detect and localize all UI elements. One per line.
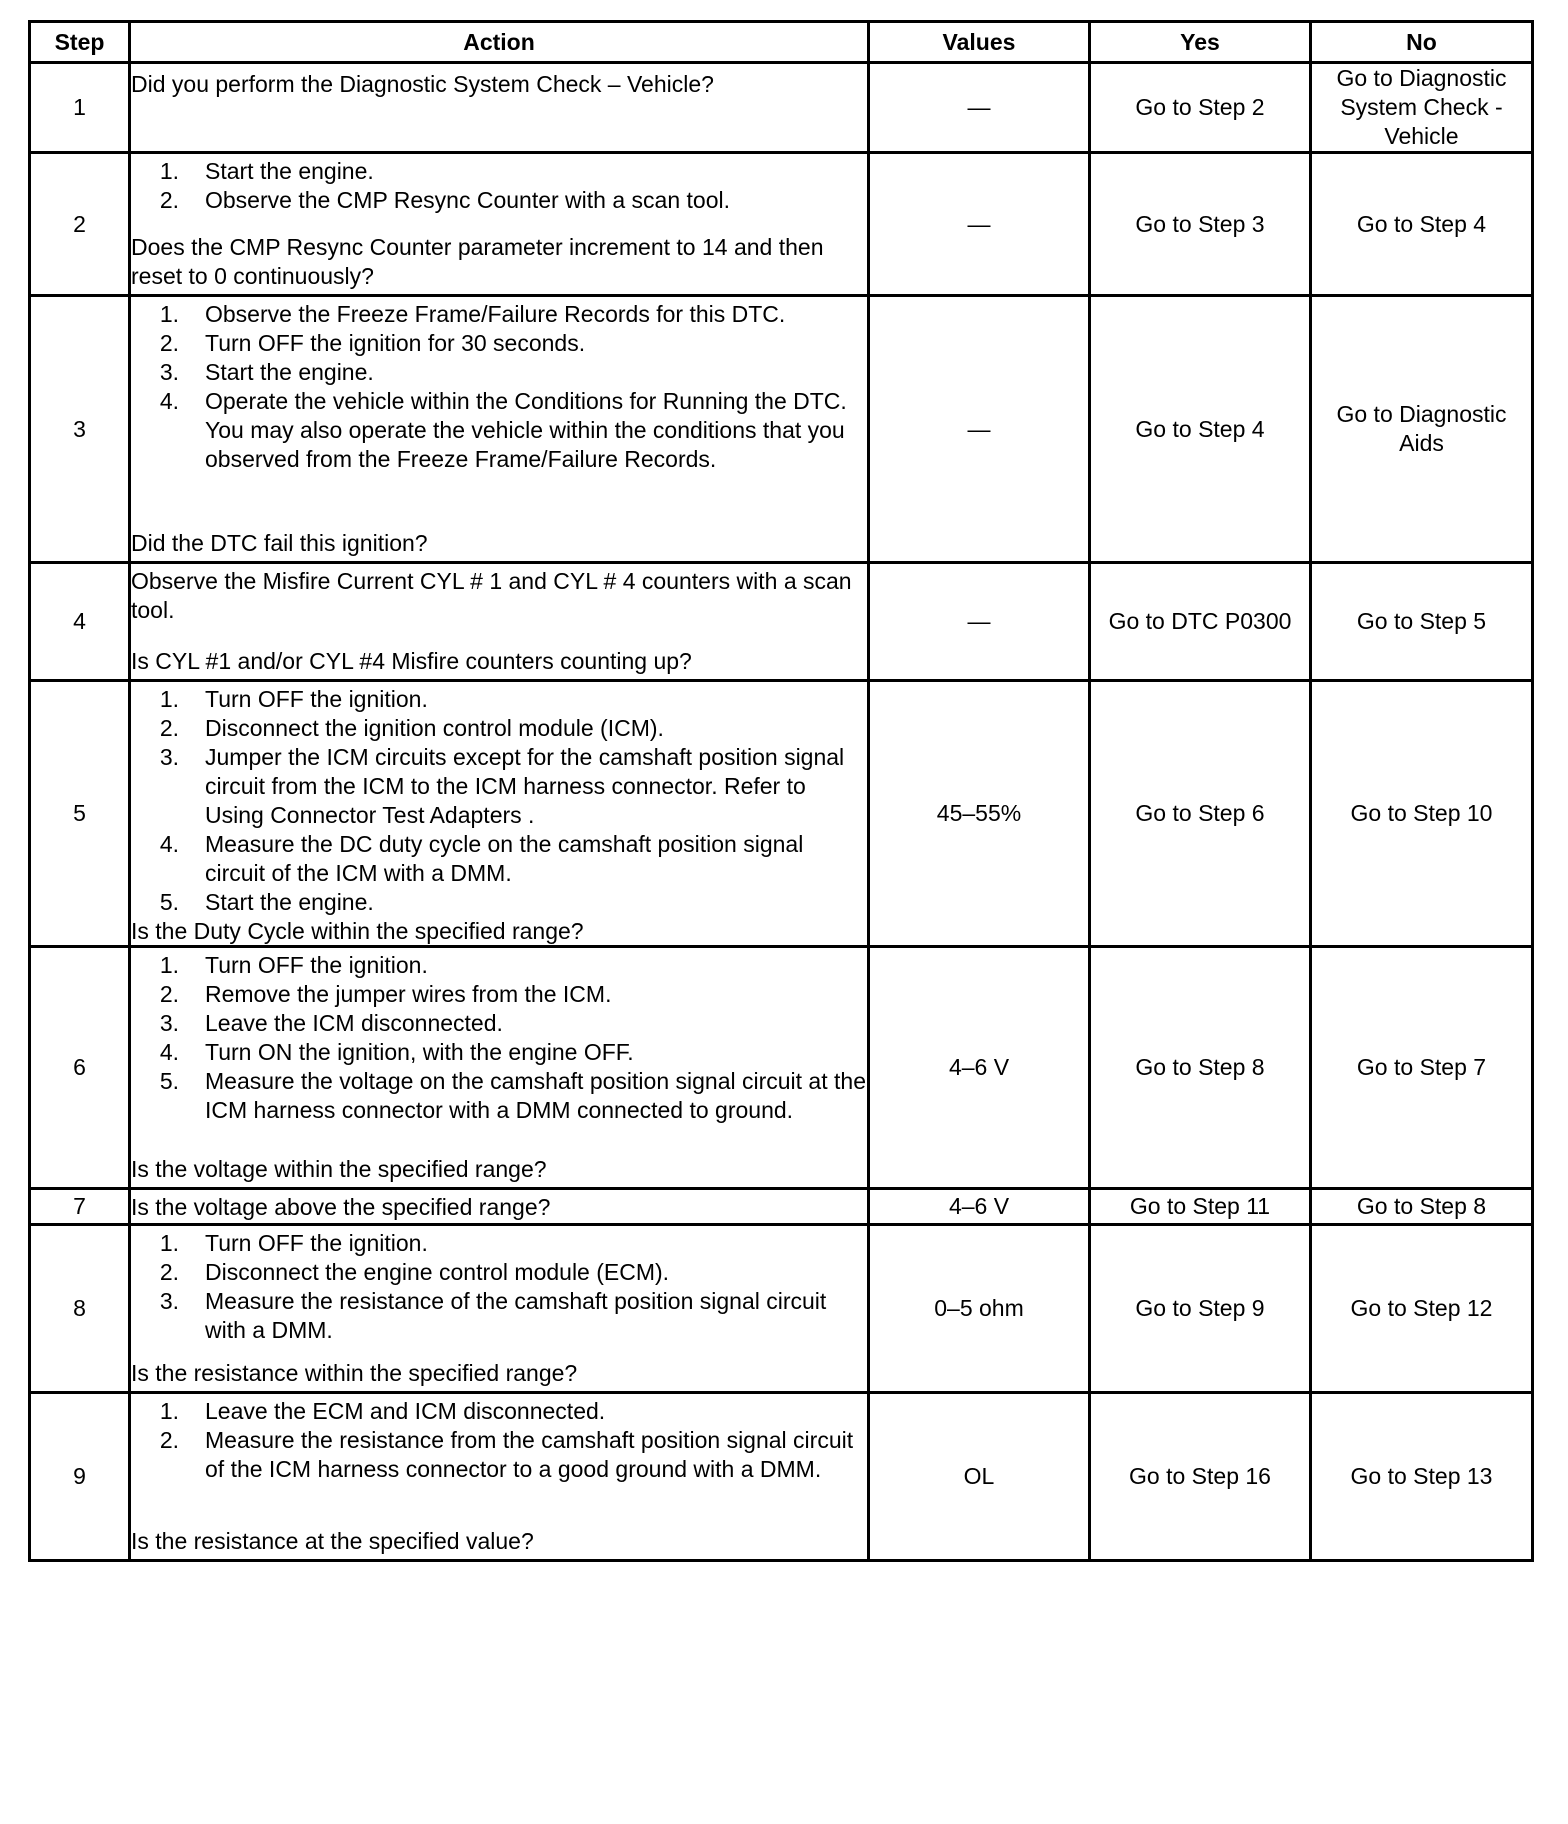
action-question: Did the DTC fail this ignition? bbox=[131, 530, 428, 556]
action-step bbox=[131, 980, 867, 1009]
step-item-number: 1. bbox=[159, 301, 179, 327]
step-item-text: Measure the resistance from the camshaft position signal circuit of the ICM harness connector to a good ground with a DMM. bbox=[205, 1427, 854, 1482]
step-item-text: Turn ON the ignition, with the engine OFF. bbox=[205, 1039, 634, 1065]
step-item-number: 4. bbox=[159, 831, 179, 857]
action-step bbox=[131, 387, 867, 474]
yes-cell: Go to Step 8 bbox=[1090, 947, 1311, 1189]
step-item-text: Start the engine. bbox=[205, 359, 374, 385]
action-step bbox=[131, 1426, 867, 1484]
action-step bbox=[131, 358, 867, 387]
step-item-number: 1. bbox=[159, 1230, 179, 1256]
action-steps bbox=[131, 300, 867, 474]
step-item-text: Measure the resistance of the camshaft position signal circuit with a DMM. bbox=[205, 1288, 827, 1343]
yes-cell: Go to Step 2 bbox=[1090, 63, 1311, 153]
step-item-text: Operate the vehicle within the Conditions for Running the DTC. You may also operate the vehicle within the conditions that you observed from the Freeze Frame/Failure Records. bbox=[205, 388, 847, 472]
values-cell: 4–6 V bbox=[869, 1189, 1090, 1225]
action-step bbox=[131, 1009, 867, 1038]
table-row bbox=[30, 296, 1533, 563]
diagnostic-table bbox=[28, 20, 1534, 1562]
no-cell: Go to Step 8 bbox=[1311, 1189, 1533, 1225]
step-number: 8 bbox=[30, 1225, 130, 1393]
step-item-number: 3. bbox=[159, 359, 179, 385]
step-number: 3 bbox=[30, 296, 130, 563]
step-item-text: Start the engine. bbox=[205, 889, 374, 915]
header-action: Action bbox=[130, 22, 869, 63]
step-item-number: 1. bbox=[159, 1398, 179, 1424]
yes-cell: Go to Step 3 bbox=[1090, 153, 1311, 296]
table-row bbox=[30, 1189, 1533, 1225]
action-step bbox=[131, 743, 867, 830]
step-item-number: 2. bbox=[159, 981, 179, 1007]
table-row bbox=[30, 681, 1533, 947]
step-item-text: Leave the ECM and ICM disconnected. bbox=[205, 1398, 606, 1424]
values-cell: — bbox=[869, 296, 1090, 563]
no-cell: Go to Diagnostic Aids bbox=[1311, 296, 1533, 563]
no-cell: Go to Step 12 bbox=[1311, 1225, 1533, 1393]
action-step bbox=[131, 888, 867, 917]
step-item-number: 4. bbox=[159, 1039, 179, 1065]
table-row bbox=[30, 1225, 1533, 1393]
table-row bbox=[30, 153, 1533, 296]
no-cell: Go to Step 5 bbox=[1311, 563, 1533, 681]
action-step bbox=[131, 186, 867, 215]
step-number: 5 bbox=[30, 681, 130, 947]
table-row bbox=[30, 947, 1533, 1189]
step-item-number: 1. bbox=[159, 952, 179, 978]
action-question: Is the voltage within the specified range? bbox=[131, 1156, 547, 1182]
step-item-text: Disconnect the ignition control module (ICM). bbox=[205, 715, 664, 741]
action-step bbox=[131, 951, 867, 980]
header-row bbox=[30, 22, 1533, 63]
header-values: Values bbox=[869, 22, 1090, 63]
action-step bbox=[131, 1067, 867, 1125]
action-cell bbox=[130, 681, 869, 947]
table-row bbox=[30, 63, 1533, 153]
no-cell: Go to Step 10 bbox=[1311, 681, 1533, 947]
step-item-text: Leave the ICM disconnected. bbox=[205, 1010, 503, 1036]
header-yes: Yes bbox=[1090, 22, 1311, 63]
step-item-number: 2. bbox=[159, 187, 179, 213]
step-item-number: 5. bbox=[159, 889, 179, 915]
action-cell bbox=[130, 153, 869, 296]
step-item-text: Disconnect the engine control module (ECM). bbox=[205, 1259, 670, 1285]
action-step bbox=[131, 300, 867, 329]
step-item-number: 4. bbox=[159, 388, 179, 414]
no-cell: Go to Diagnostic System Check - Vehicle bbox=[1311, 63, 1533, 153]
step-number: 1 bbox=[30, 63, 130, 153]
action-step bbox=[131, 157, 867, 186]
action-cell bbox=[130, 947, 869, 1189]
step-item-text: Jumper the ICM circuits except for the camshaft position signal circuit from the ICM to the ICM harness connector. Refer to Using Connector Test Adapters . bbox=[205, 744, 845, 828]
header-step: Step bbox=[30, 22, 130, 63]
step-number: 4 bbox=[30, 563, 130, 681]
step-item-text: Remove the jumper wires from the ICM. bbox=[205, 981, 612, 1007]
action-step bbox=[131, 830, 867, 888]
values-cell: 0–5 ohm bbox=[869, 1225, 1090, 1393]
step-item-number: 1. bbox=[159, 158, 179, 184]
step-number: 6 bbox=[30, 947, 130, 1189]
action-cell bbox=[130, 1225, 869, 1393]
action-steps bbox=[131, 1397, 867, 1484]
yes-cell: Go to Step 16 bbox=[1090, 1393, 1311, 1561]
action-step bbox=[131, 1038, 867, 1067]
action-cell bbox=[130, 563, 869, 681]
table-row bbox=[30, 563, 1533, 681]
action-question: Is the Duty Cycle within the specified range? bbox=[131, 918, 584, 944]
action-steps bbox=[131, 951, 867, 1125]
no-cell: Go to Step 4 bbox=[1311, 153, 1533, 296]
yes-cell: Go to Step 11 bbox=[1090, 1189, 1311, 1225]
action-cell bbox=[130, 1189, 869, 1225]
table-row bbox=[30, 1393, 1533, 1561]
step-number: 2 bbox=[30, 153, 130, 296]
action-steps bbox=[131, 1229, 867, 1345]
step-number: 7 bbox=[30, 1189, 130, 1225]
action-question: Does the CMP Resync Counter parameter increment to 14 and then reset to 0 continuously? bbox=[131, 234, 824, 289]
step-item-text: Turn OFF the ignition for 30 seconds. bbox=[205, 330, 586, 356]
step-item-text: Turn OFF the ignition. bbox=[205, 686, 428, 712]
step-item-number: 2. bbox=[159, 1259, 179, 1285]
values-cell: 4–6 V bbox=[869, 947, 1090, 1189]
action-steps bbox=[131, 157, 867, 215]
header-no: No bbox=[1311, 22, 1533, 63]
step-item-text: Turn OFF the ignition. bbox=[205, 952, 428, 978]
step-item-number: 2. bbox=[159, 330, 179, 356]
values-cell: 45–55% bbox=[869, 681, 1090, 947]
step-item-number: 5. bbox=[159, 1068, 179, 1094]
step-item-number: 3. bbox=[159, 1288, 179, 1314]
values-cell: — bbox=[869, 153, 1090, 296]
step-item-text: Start the engine. bbox=[205, 158, 374, 184]
values-cell: — bbox=[869, 563, 1090, 681]
yes-cell: Go to Step 6 bbox=[1090, 681, 1311, 947]
action-step bbox=[131, 329, 867, 358]
no-cell: Go to Step 7 bbox=[1311, 947, 1533, 1189]
action-cell bbox=[130, 1393, 869, 1561]
action-step bbox=[131, 1397, 867, 1426]
yes-cell: Go to Step 4 bbox=[1090, 296, 1311, 563]
step-item-text: Observe the CMP Resync Counter with a scan tool. bbox=[205, 187, 730, 213]
values-cell: OL bbox=[869, 1393, 1090, 1561]
step-item-text: Turn OFF the ignition. bbox=[205, 1230, 428, 1256]
step-item-number: 3. bbox=[159, 1010, 179, 1036]
step-item-number: 1. bbox=[159, 686, 179, 712]
action-steps bbox=[131, 685, 867, 917]
step-item-number: 2. bbox=[159, 1427, 179, 1453]
step-item-number: 3. bbox=[159, 744, 179, 770]
step-number: 9 bbox=[30, 1393, 130, 1561]
step-item-text: Observe the Freeze Frame/Failure Records for this DTC. bbox=[205, 301, 786, 327]
step-item-text: Measure the voltage on the camshaft position signal circuit at the ICM harness connector with a DMM connected to ground. bbox=[205, 1068, 866, 1123]
action-cell bbox=[130, 63, 869, 153]
no-cell: Go to Step 13 bbox=[1311, 1393, 1533, 1561]
action-step bbox=[131, 1258, 867, 1287]
action-step bbox=[131, 1287, 867, 1345]
action-question: Is the resistance within the specified range? bbox=[131, 1360, 578, 1386]
table-body bbox=[30, 63, 1533, 1561]
yes-cell: Go to DTC P0300 bbox=[1090, 563, 1311, 681]
action-question: Is the resistance at the specified value? bbox=[131, 1528, 534, 1554]
action-step bbox=[131, 714, 867, 743]
action-cell bbox=[130, 296, 869, 563]
action-question: Is the voltage above the specified range? bbox=[131, 1194, 551, 1220]
action-intro: Observe the Misfire Current CYL # 1 and CYL # 4 counters with a scan tool. bbox=[131, 568, 852, 623]
step-item-text: Measure the DC duty cycle on the camshaft position signal circuit of the ICM with a DMM. bbox=[205, 831, 804, 886]
action-question: Did you perform the Diagnostic System Check – Vehicle? bbox=[131, 70, 714, 97]
values-cell: — bbox=[869, 63, 1090, 153]
action-step bbox=[131, 1229, 867, 1258]
step-item-number: 2. bbox=[159, 715, 179, 741]
action-question: Is CYL #1 and/or CYL #4 Misfire counters counting up? bbox=[131, 648, 692, 674]
yes-cell: Go to Step 9 bbox=[1090, 1225, 1311, 1393]
action-step bbox=[131, 685, 867, 714]
